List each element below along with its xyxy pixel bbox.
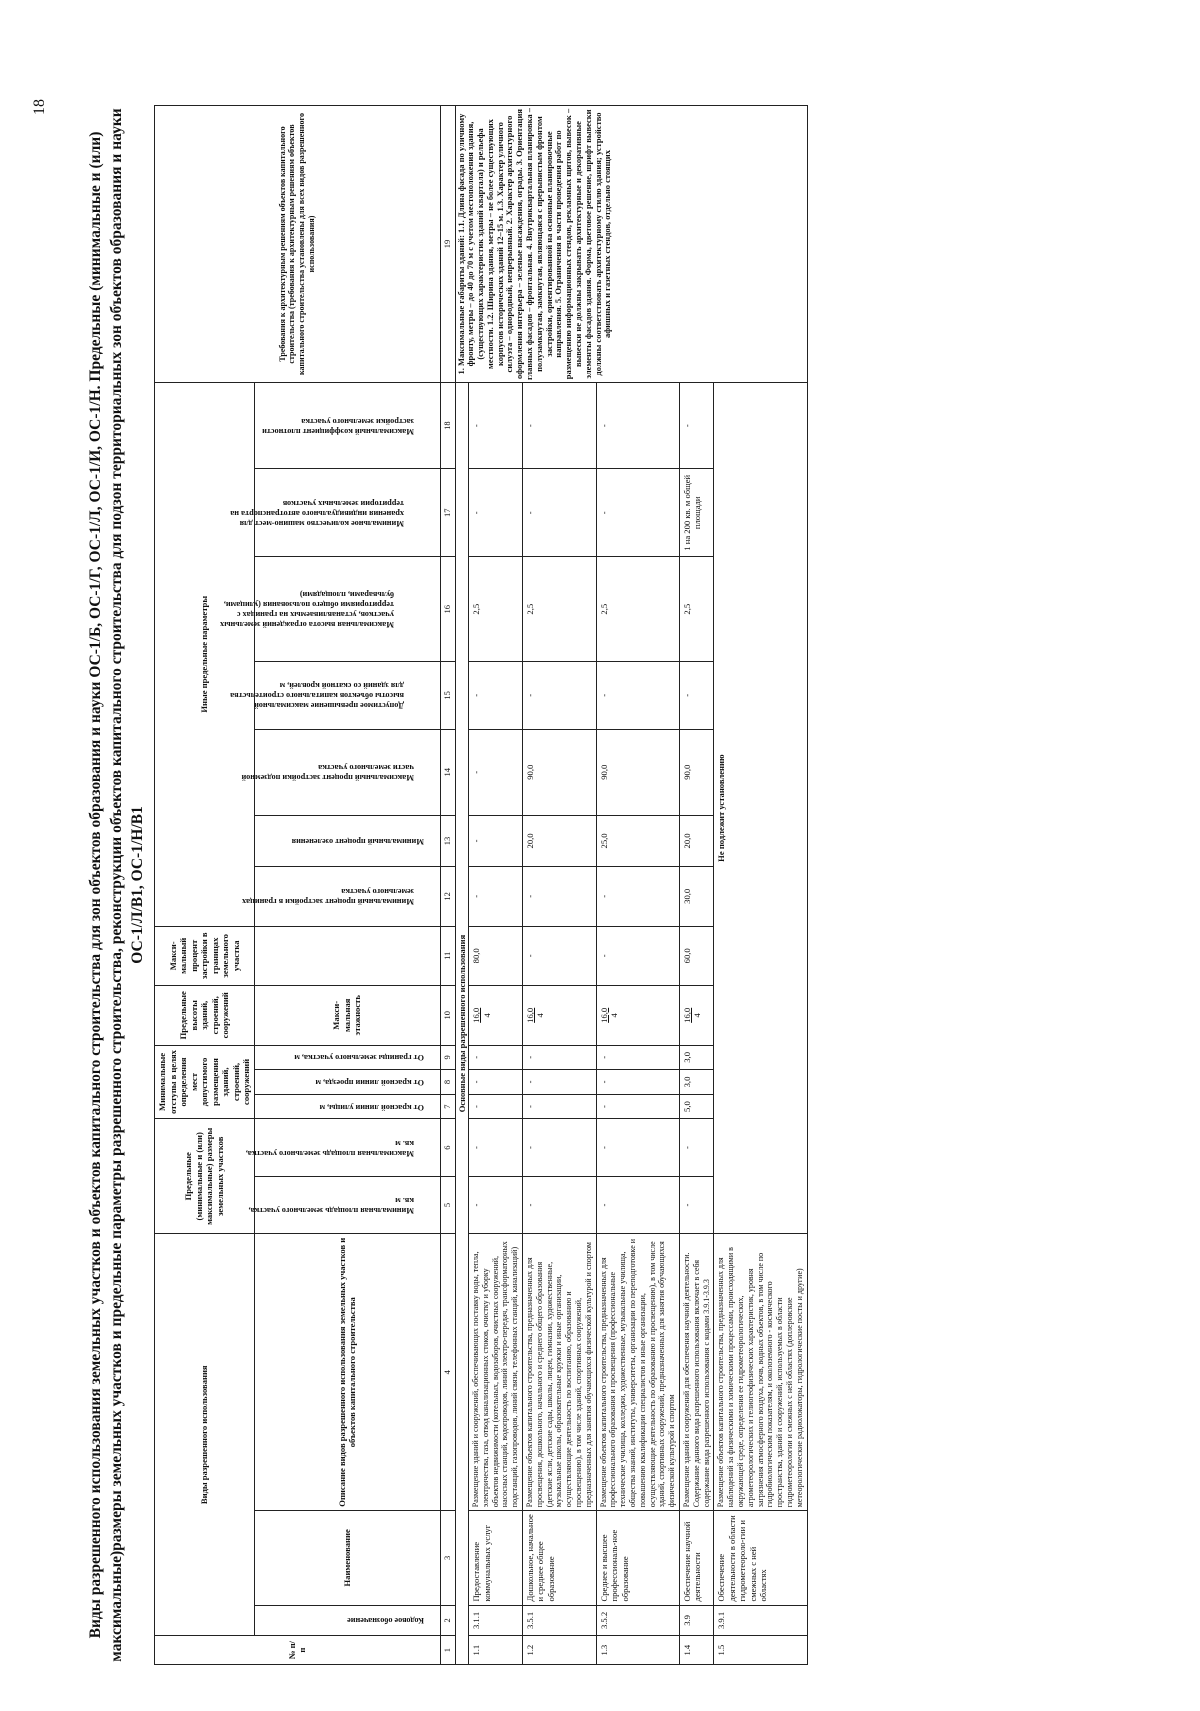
- row-code: 3.1.1: [469, 1605, 523, 1636]
- row-excess: -: [596, 661, 679, 729]
- row-description: Размещение зданий и сооружений, обеспечивающих поставку воды, тепла, электричества, газа, отвод канализационных стоков, очистку и уборку объектов недвижимости (котельных, водозаборов, очистных сооружений, насосных станций, водопроводов, линий электро-передач, трансформаторных подстанций, газопроводов, линий связи, телефонных станций, канализаций): [469, 1234, 523, 1511]
- row-fence: 2,5: [679, 557, 713, 662]
- row-red-street: -: [469, 1094, 523, 1119]
- row-coverage: -: [522, 926, 596, 985]
- row-max-area: -: [679, 1119, 713, 1176]
- header-max-density: Максимальный коэффициент плотности застройки земельного участка: [254, 383, 440, 469]
- row-density: -: [679, 383, 713, 469]
- row-plot-border: -: [596, 1045, 679, 1070]
- row-num: 1.2: [522, 1636, 596, 1665]
- header-min-build-pct: Минимальный процент застройки в границах земельного участка: [254, 867, 440, 926]
- col-number: 18: [440, 383, 455, 469]
- row-coverage: 60,0: [679, 926, 713, 985]
- row-plot-border: -: [522, 1045, 596, 1070]
- col-number: 2: [440, 1605, 455, 1636]
- header-height-group: Предельные высоты зданий, строений, сооружений: [155, 986, 255, 1045]
- header-other-params: Иные предельные параметры: [155, 383, 255, 927]
- col-number: 3: [440, 1511, 455, 1605]
- row-green: 20,0: [522, 815, 596, 866]
- header-min-green: Минимальный процент озеленения: [254, 815, 440, 866]
- row-height: 16,0 4: [522, 986, 596, 1045]
- row-density: -: [469, 383, 523, 469]
- row-min-area: -: [469, 1176, 523, 1233]
- header-name: Наименование: [254, 1511, 440, 1605]
- row-code: 3.5.1: [522, 1605, 596, 1636]
- col-number: 10: [440, 986, 455, 1045]
- row-description: Размещение объектов капитального строительства, предназначенных для профессионального образования и просвещения (профессиональные технические училища, колледжи, художественные, музыкальные училища, общества знаний, институты, университеты, организации по переподготовке и повышению квалификации специалистов и иные организации, осуществляющие деятельность по образованию и просвещению), в том числе зданий, спортивных сооружений, предназначенных для занятия обучающихся физической культурой и спортом: [596, 1234, 679, 1511]
- page-number: 18: [31, 99, 48, 115]
- row-min-area: -: [522, 1176, 596, 1233]
- header-description: Описание видов разрешенного использования земельных участков и объектов капитального строительства: [254, 1234, 440, 1511]
- header-max-area: Максимальная площадь земельного участка, кв. м: [254, 1119, 440, 1176]
- row-description: Размещение объектов капитального строительства, предназначенных для наблюдений за физическими и химическими процессами, происходящими в окружающей среде, определения ее гидрометеорологических, агрометеорологических и гелиогеофизических характеристик, уровня загрязнения атмосферного воздуха, почв, водных объектов, в том числе по гидробиологическим показателям, и околоземного - космического пространства, зданий и сооружений, используемых в области гидрометеорологии и смежных с ней областях (доплеровские метеорологические радиолокаторы, гидрологические посты и другие): [714, 1234, 807, 1511]
- row-red-street: -: [596, 1094, 679, 1119]
- col-number: 6: [440, 1119, 455, 1176]
- row-fence: 2,5: [522, 557, 596, 662]
- row-underground: 90,0: [679, 729, 713, 815]
- row-max-area: -: [522, 1119, 596, 1176]
- row-density: -: [596, 383, 679, 469]
- row-name: Предоставление коммунальных услуг: [469, 1511, 523, 1605]
- col-number: 15: [440, 661, 455, 729]
- row-excess: -: [679, 661, 713, 729]
- row-red-passage: 3,0: [679, 1070, 713, 1095]
- rotated-page-content: [85, 95, 1165, 1675]
- row-code: 3.9: [679, 1605, 713, 1636]
- row-plot-border: -: [469, 1045, 523, 1070]
- row-description: Размещение зданий и сооружений для обеспечения научной деятельности. Содержание данного вида разрешенного использования включает в себя содержание вида разрешенного использования с кодами 3.9.1-3.9.3: [679, 1234, 713, 1511]
- row-density: -: [522, 383, 596, 469]
- row-red-street: 5,0: [679, 1094, 713, 1119]
- col-number: 9: [440, 1045, 455, 1070]
- row-green: 20,0: [679, 815, 713, 866]
- row-height: 16,0 4: [596, 986, 679, 1045]
- row-green: -: [469, 815, 523, 866]
- header-plot-border: От границы земельного участка, м: [254, 1045, 440, 1070]
- header-max-floors: Макси-мальная этажность: [254, 986, 440, 1045]
- header-red-passage: От красной линии проезда, м: [254, 1070, 440, 1095]
- row-height: 16,0 4: [679, 986, 713, 1045]
- row-num: 1.5: [714, 1636, 807, 1665]
- col-number: 14: [440, 729, 455, 815]
- header-min-parking: Минимальное количество машино-мест для хранения индивидуального автотранспорта на территории земельных участков: [254, 469, 440, 557]
- header-fence-height: Максимальная высота ограждений земельных участков, устанавливаемых на границах с территориями общего пользования (улицами, бульварами, площадями): [254, 557, 440, 662]
- document-title: Виды разрешенного использования земельных участков и объектов капитального строительства для зон объектов образования и науки ОС-1/Б, ОС-1/Г, ОС-1/Л, ОС-1/И, ОС-1/Н. Предельные (минимальные и (или) максимальные)размеры земельных участков и предельные параметры разрешенного строительства, реконструкции объектов капитального строительства для подзон территориальных зон объектов образования и науки ОС-1/Л/В1, ОС-1/Н/В1: [87, 108, 146, 1662]
- header-plot-sizes: Предельные (минимальные и (или) максимальные) размеры земельных участков: [155, 1119, 255, 1234]
- header-code: Кодовое обозначение: [254, 1605, 440, 1636]
- row-underground: 90,0: [522, 729, 596, 815]
- row-code: 3.9.1: [714, 1605, 807, 1636]
- col-number: 7: [440, 1094, 455, 1119]
- row-parking: -: [522, 469, 596, 557]
- row-fence: 2,5: [469, 557, 523, 662]
- header-vri-group: Виды разрешенного использования: [155, 1234, 255, 1636]
- header-max-coverage: Макси-мальный процент застройки в границах земельного участка: [155, 926, 255, 985]
- row-num: 1.1: [469, 1636, 523, 1665]
- row-red-passage: -: [596, 1070, 679, 1095]
- row-name: Обеспечение деятельности в области гидрометеороло-гии и смежных с ней областях: [714, 1511, 807, 1605]
- row-excess: -: [469, 661, 523, 729]
- col-number: 11: [440, 926, 455, 985]
- row-name: Обеспечение научной деятельности: [679, 1511, 713, 1605]
- row-min-build: -: [596, 867, 679, 926]
- row-green: 25,0: [596, 815, 679, 866]
- row-min-area: -: [679, 1176, 713, 1233]
- header-min-area: Минимальная площадь земельного участка, кв. м: [254, 1176, 440, 1233]
- col-number: 16: [440, 557, 455, 662]
- row-min-area: -: [596, 1176, 679, 1233]
- row-underground: -: [469, 729, 523, 815]
- row-red-passage: -: [522, 1070, 596, 1095]
- not-established-cell: Не подлежит установлению: [714, 383, 807, 1234]
- row-description: Размещение объектов капитального строительства, предназначенных для просвещения, дошкольного, начального и среднего общего образования (детские ясли, детские сады, школы, лицеи, гимназии, художественные, музыкальные школы, образовательные кружки и иные организации, осуществляющие деятельность по воспитанию, образованию и просвещению), в том числе зданий, спортивных сооружений, предназначенных для занятия обучающихся физической культурой и спортом: [522, 1234, 596, 1511]
- row-height: 16,0 4: [469, 986, 523, 1045]
- row-coverage: 80,0: [469, 926, 523, 985]
- land-use-table: [154, 105, 808, 1665]
- row-max-area: -: [596, 1119, 679, 1176]
- section-row: [455, 106, 469, 1665]
- row-num: 1.3: [596, 1636, 679, 1665]
- col-number: 12: [440, 867, 455, 926]
- row-red-street: -: [522, 1094, 596, 1119]
- row-underground: 90,0: [596, 729, 679, 815]
- row-max-area: -: [469, 1119, 523, 1176]
- row-min-build: 30,0: [679, 867, 713, 926]
- row-min-build: -: [522, 867, 596, 926]
- row-red-passage: -: [469, 1070, 523, 1095]
- col-number: 19: [440, 106, 455, 383]
- col-number: 17: [440, 469, 455, 557]
- row-coverage: -: [596, 926, 679, 985]
- header-red-street: От красной линии улицы, м: [254, 1094, 440, 1119]
- col-number: 5: [440, 1176, 455, 1233]
- section-label: Основные виды разрешенного использования: [455, 383, 469, 1665]
- row-code: 3.5.2: [596, 1605, 679, 1636]
- row-name: Среднее и высшее профессиональ-ное образование: [596, 1511, 679, 1605]
- row-fence: 2,5: [596, 557, 679, 662]
- row-parking: -: [596, 469, 679, 557]
- header-height-excess: Допустимое превышение максимальной высоты объектов капитального строительства для зданий со скатной кровлей, м: [254, 661, 440, 729]
- row-min-build: -: [469, 867, 523, 926]
- header-setbacks: Минимальные отступы в целях определения мест допустимого размещения зданий, строений, сооружений: [155, 1045, 255, 1119]
- col-number: 4: [440, 1234, 455, 1511]
- row-plot-border: 3,0: [679, 1045, 713, 1070]
- col-number: 13: [440, 815, 455, 866]
- column-numbers-row: [440, 106, 455, 1665]
- header-num: № п/п: [155, 1636, 441, 1665]
- header-arch-req: Требования к архитектурным решениям объектов капитального строительства (требования к архитектурным решениям объектов капитального строительства установлены для всех видов разрешенного использования): [155, 106, 441, 383]
- col-number: 8: [440, 1070, 455, 1095]
- row-excess: -: [522, 661, 596, 729]
- row-num: 1.4: [679, 1636, 713, 1665]
- header-max-underground: Максимальный процент застройки подземной части земельного участка: [254, 729, 440, 815]
- row-name: Дошкольное, начальное и среднее общее образование: [522, 1511, 596, 1605]
- arch-requirements-cell: 1. Максимальные габариты зданий: 1.1. Длина фасада по уличному фронту, метры – до 40 до 70 м с учетом местоположения здания, (существующих характеристик зданий квартала) и рельефа местности. 1.2. Ширина здания, метры – не более существующих корпусов исторических зданий 12–15 м. 1.3. Характер уличного силуэта – однородный, непрерывный. 2. Характер архитектурного оформления интерьера – зеленые насаждения, ограды. 3. Ориентация главных фасадов – фронтальная. 4. Внутриквартальная планировка – полузамкнутая, замкнутая, являющаяся с прерывистым фронтом застройки, ориентированной на основные планировочные направления. 5. Ограничения в части проведения работ по размещению информационных стендов, рекламных щитов, вывесок – вывески не должны закрывать архитектурные и декоративные элементы фасадов здания. Форма, цветовое решение, шрифт вывески должны соответствовать архитектурному стилю здания; устройство афишных и газетных стендов, отдельно стоящих: [455, 106, 807, 383]
- row-parking: -: [469, 469, 523, 557]
- row-parking: 1 на 200 кв. м общей площади: [679, 469, 713, 557]
- col-number: 1: [440, 1636, 455, 1665]
